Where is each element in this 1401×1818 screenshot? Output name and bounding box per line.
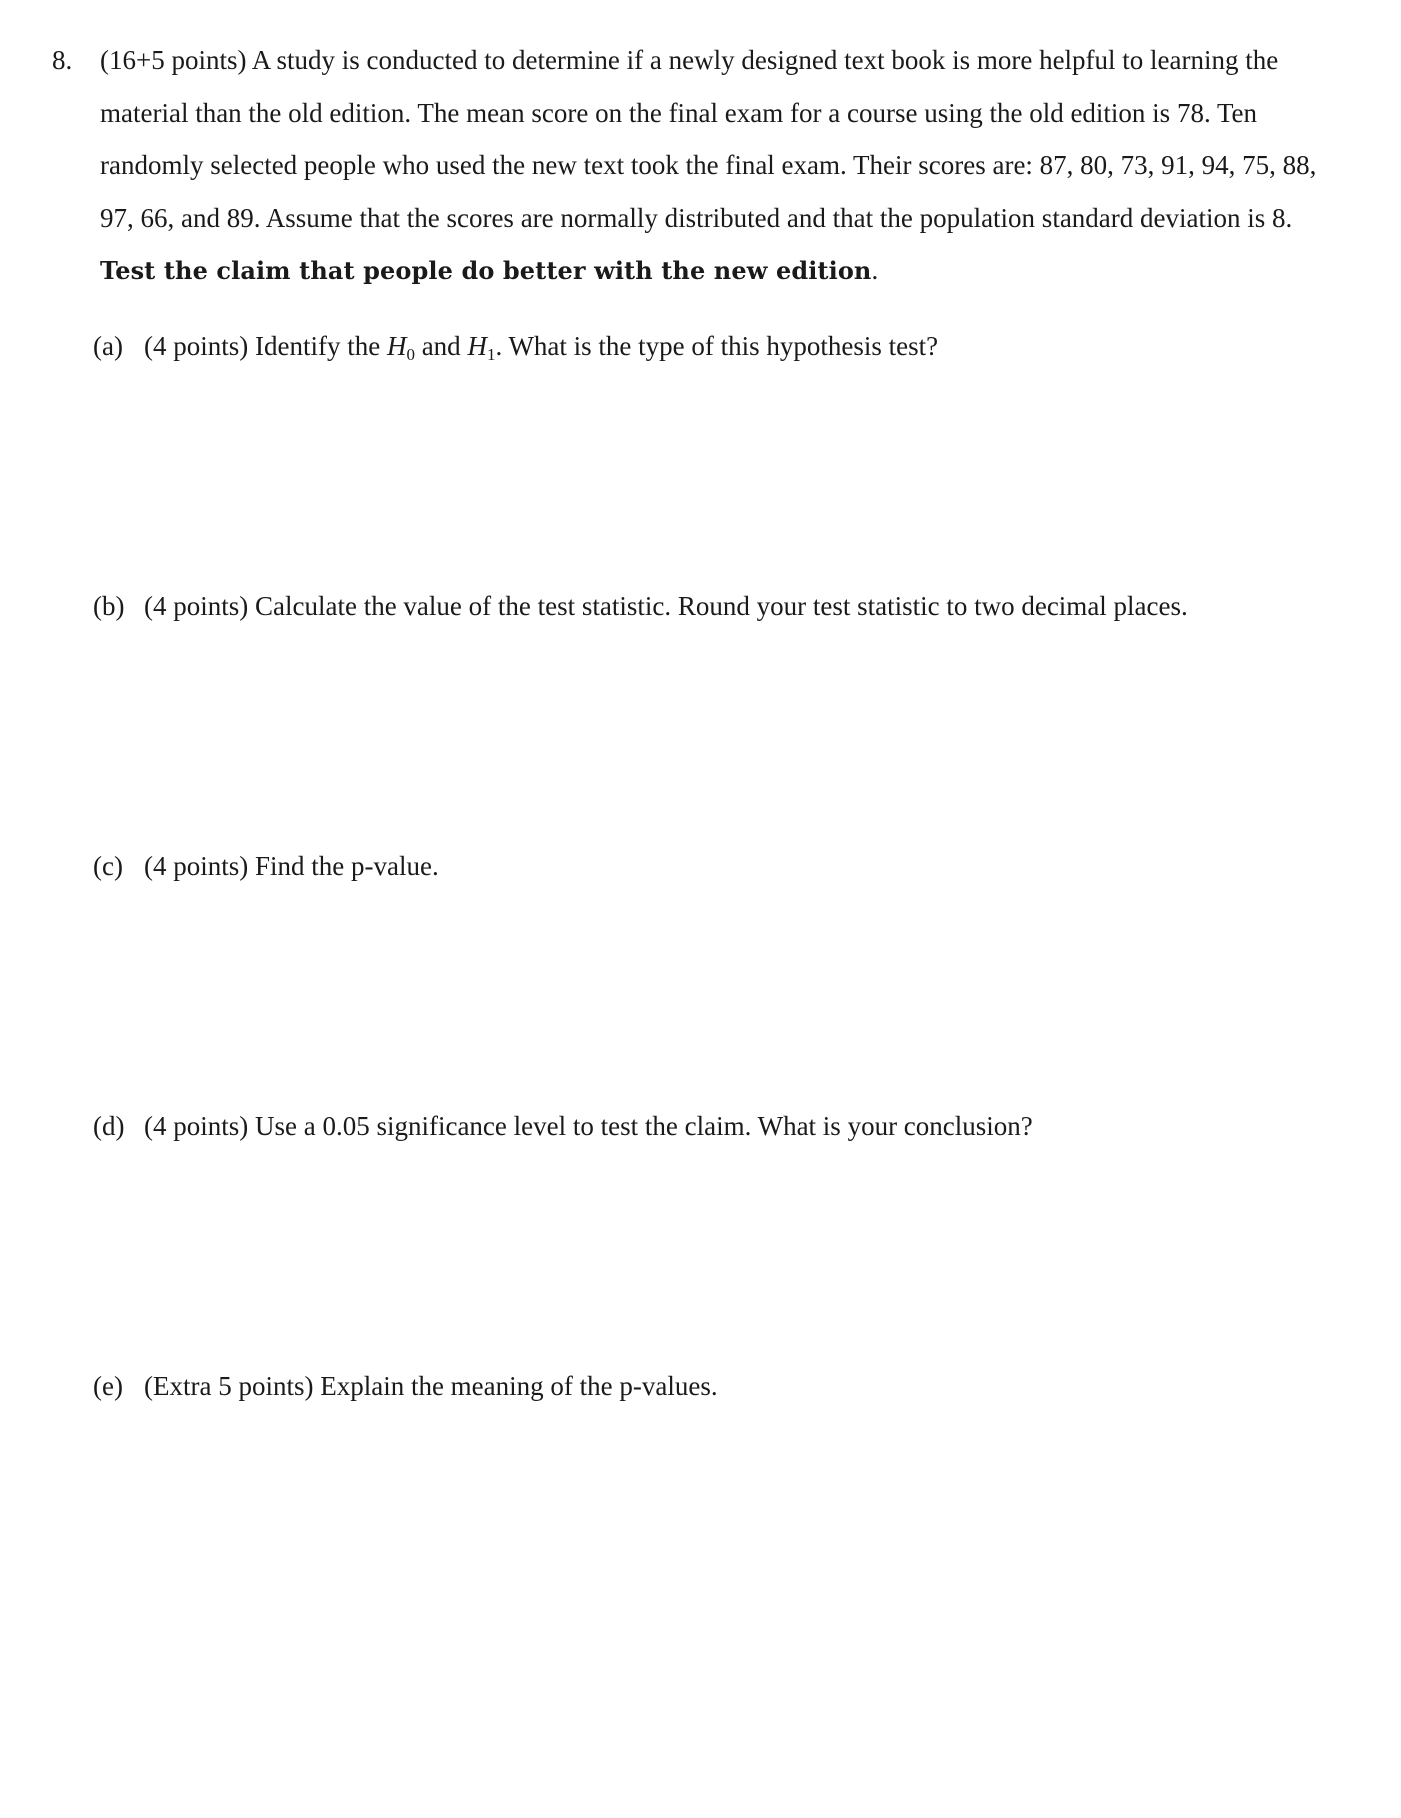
- part-d-label: (d): [93, 1111, 125, 1141]
- part-a-and: and: [414, 331, 468, 361]
- part-d-text: (4 points) Use a 0.05 significance level to test the claim. What is your conclusion?: [144, 1111, 1033, 1141]
- part-c-text: (4 points) Find the p-value.: [144, 851, 439, 881]
- question-number: 8.: [52, 45, 73, 75]
- part-b-text: (4 points) Calculate the value of the test statistic. Round your test statistic to two decimal places.: [144, 591, 1188, 621]
- question-body: [100, 34, 1350, 298]
- part-b-label: (b): [93, 591, 125, 621]
- part-b: [93, 586, 1343, 626]
- part-a-text-before: (4 points) Identify the: [144, 331, 387, 361]
- h1-symbol: $H_1$: [467, 331, 496, 364]
- part-a: [93, 326, 1343, 366]
- part-e: [93, 1366, 1343, 1406]
- part-a-text-after: . What is the type of this hypothesis test?: [495, 331, 939, 361]
- part-d: [93, 1106, 1343, 1146]
- part-c-label: (c): [93, 851, 123, 881]
- h0-symbol: $H_0$: [386, 331, 415, 364]
- part-e-label: (e): [93, 1371, 123, 1401]
- question-text: (16+5 points) A study is conducted to determine if a newly designed text book is more helpful to learning the material than the old edition. The mean score on the final exam for a course using the old edition is 78. Ten randomly selected people who used the new text took the final exam. Their scores are: 87, 80, 73, 91, 94, 75, 88, 97, 66, and 89. Assume that the scores are normally distributed and that the population standard deviation is 8.: [100, 45, 1317, 233]
- part-c: [93, 846, 1343, 886]
- part-a-label: (a): [93, 331, 123, 361]
- claim-end: .: [871, 255, 879, 285]
- part-e-text: (Extra 5 points) Explain the meaning of the p-values.: [144, 1371, 718, 1401]
- claim-text: Test the claim that people do better with the new edition: [100, 256, 872, 285]
